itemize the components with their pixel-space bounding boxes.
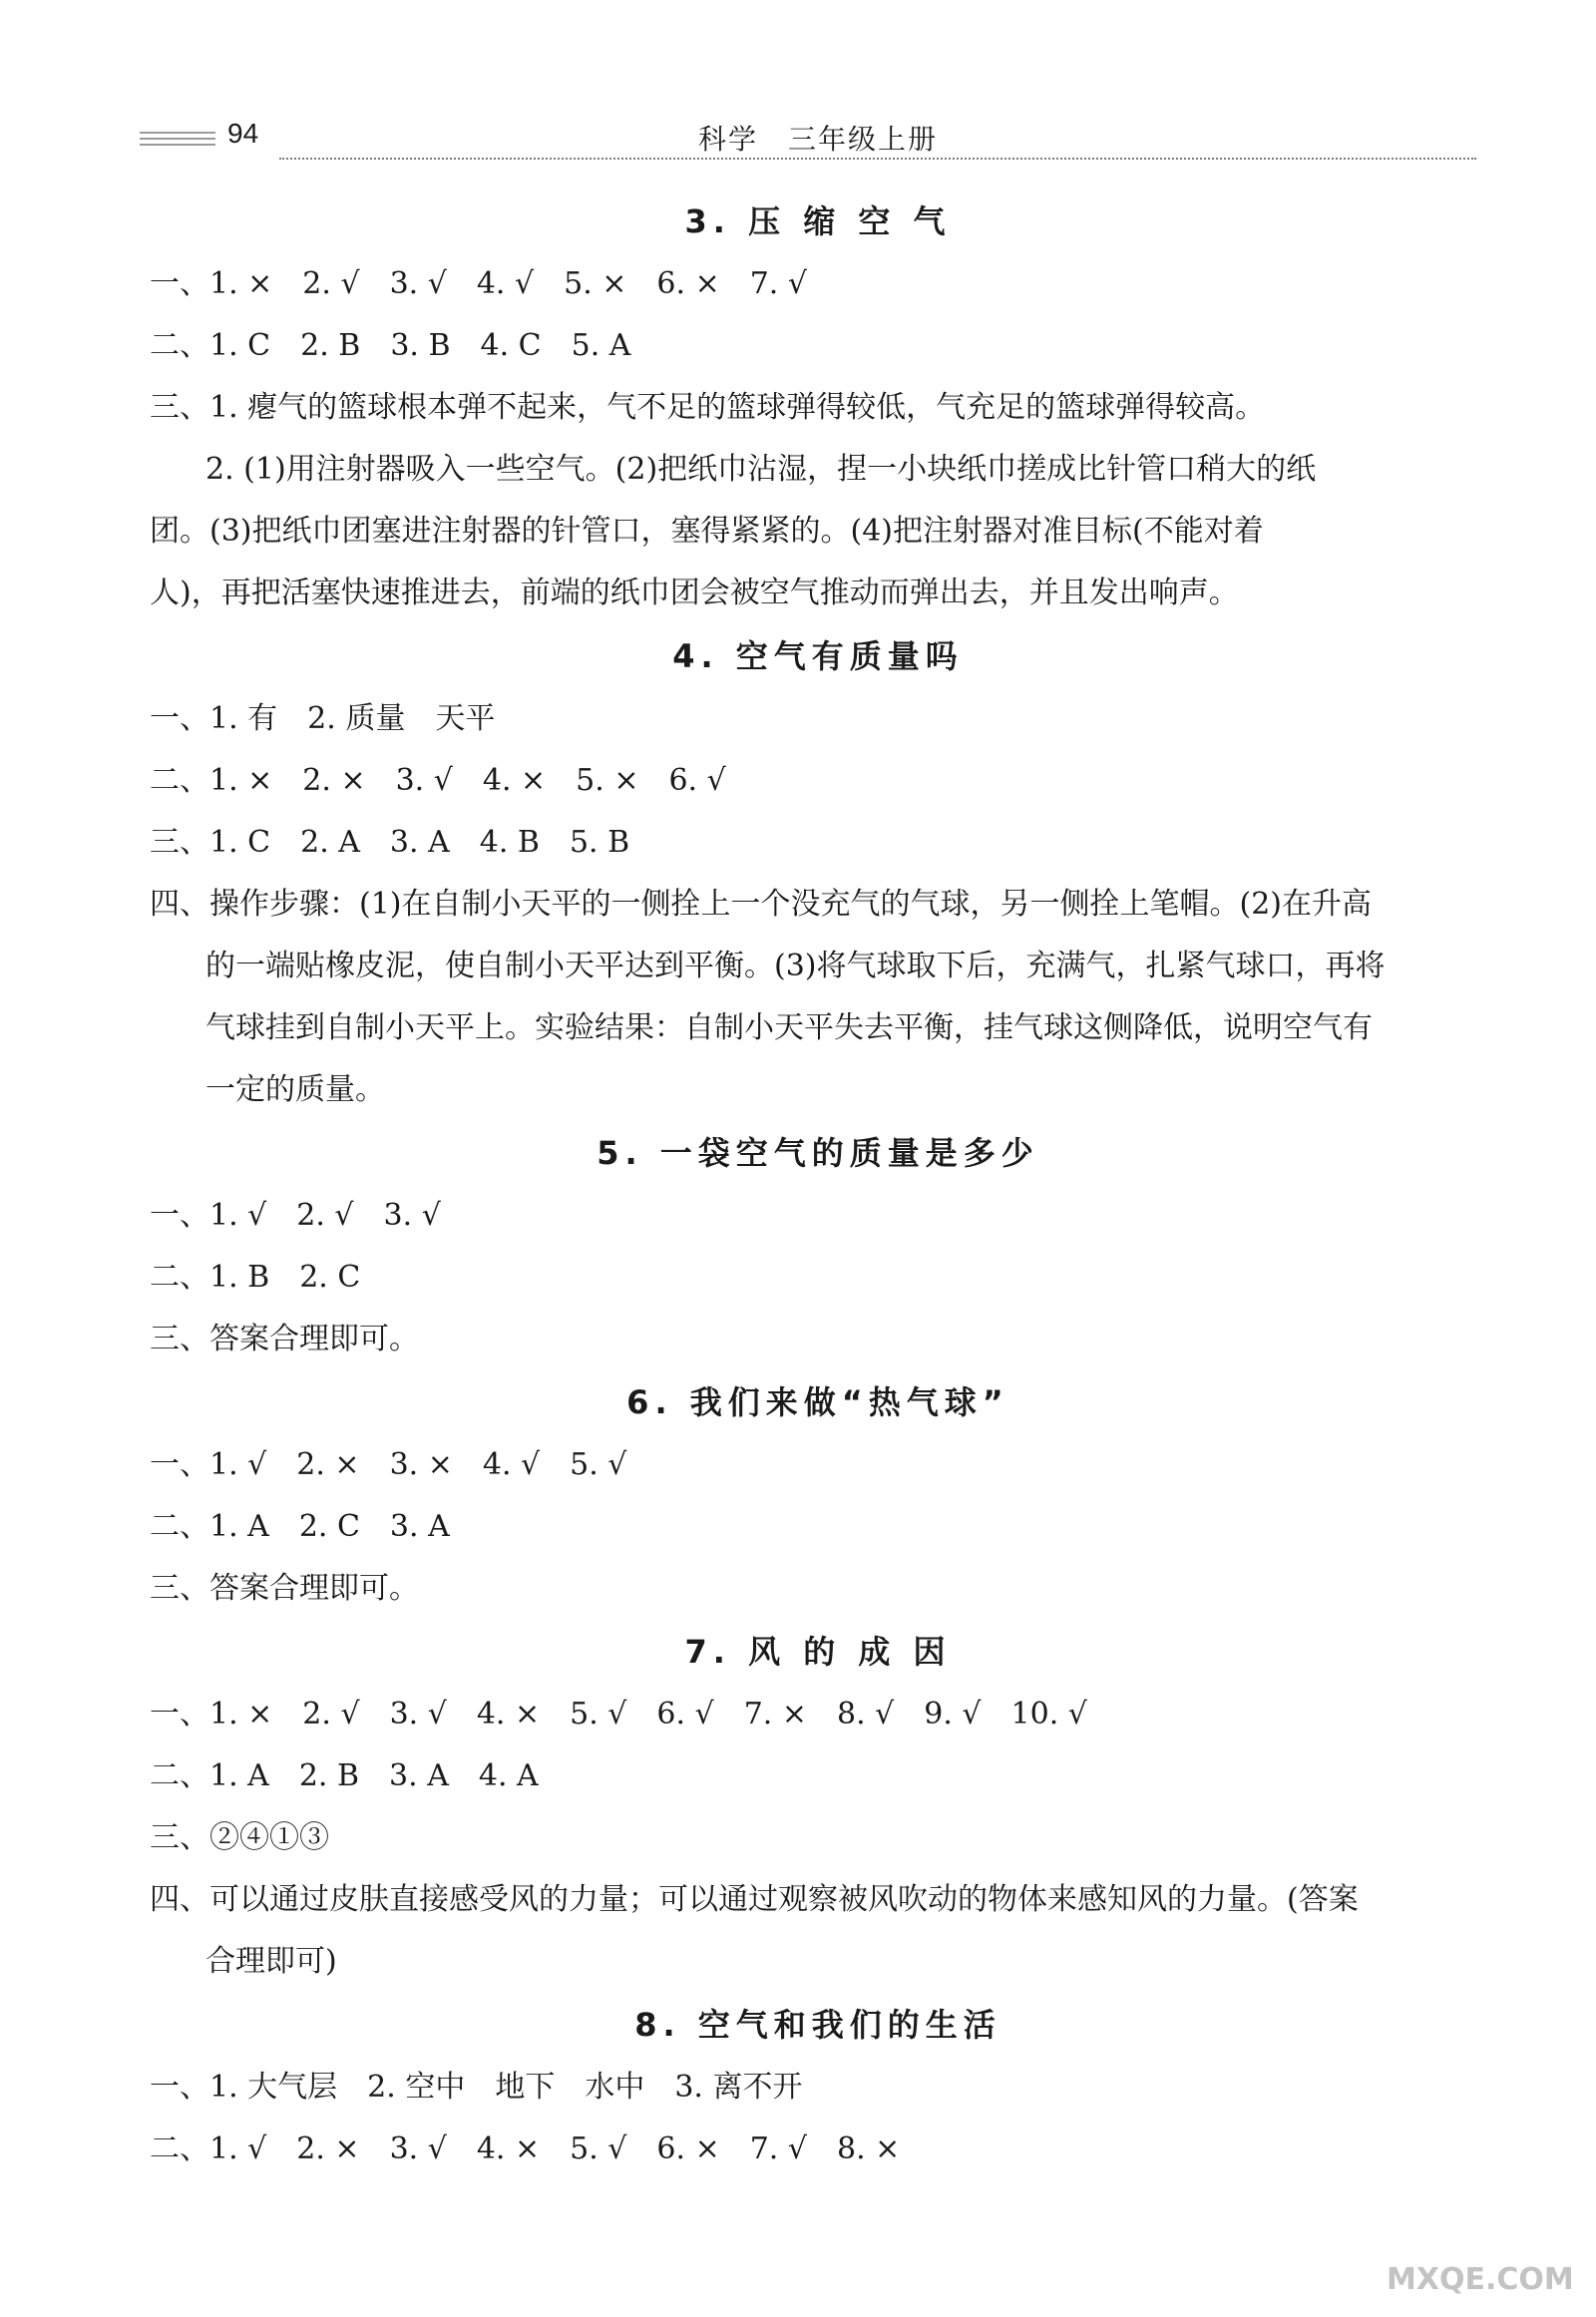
section-6	[150, 1370, 1486, 1620]
section-title: 4. 空气有质量吗	[672, 637, 964, 675]
answer-line: 一、1. × 2. √ 3. √ 4. √ 5. × 6. × 7. √	[150, 266, 807, 301]
section-8	[150, 1993, 1486, 2180]
header-title: 科学 三年级上册	[698, 123, 939, 156]
answer-line: 团。(3)把纸巾团塞进注射器的针管口，塞得紧紧的。(4)把注射器对准目标(不能对着	[150, 514, 1264, 549]
answer-line: 二、1. A 2. C 3. A	[150, 1509, 450, 1544]
answer-content	[150, 190, 1486, 2180]
section-title: 8. 空气和我们的生活	[634, 2006, 1001, 2044]
answer-line: 一定的质量。	[205, 1072, 385, 1107]
section-7	[150, 1620, 1486, 1993]
answer-line: 三、1. C 2. A 3. A 4. B 5. B	[150, 825, 630, 860]
answer-line: 二、1. B 2. C	[150, 1260, 361, 1295]
answer-line: 三、答案合理即可。	[150, 1571, 419, 1606]
section-title: 7. 风 的 成 因	[684, 1633, 952, 1671]
answer-line: 二、1. A 2. B 3. A 4. A	[150, 1758, 539, 1793]
section-title: 5. 一袋空气的质量是多少	[597, 1134, 1039, 1172]
watermark-text: MXQE.COM	[1387, 2262, 1574, 2297]
section-3	[150, 190, 1486, 624]
answer-line: 的一端贴橡皮泥，使自制小天平达到平衡。(3)将气球取下后，充满气，扎紧气球口，再将	[205, 949, 1386, 983]
answer-line: 三、1. 瘪气的篮球根本弹不起来，气不足的篮球弹得较低，气充足的篮球弹得较高。	[150, 390, 1266, 425]
answer-line: 气球挂到自制小天平上。实验结果：自制小天平失去平衡，挂气球这侧降低，说明空气有	[205, 1010, 1373, 1045]
answer-line: 四、可以通过皮肤直接感受风的力量；可以通过观察被风吹动的物体来感知风的力量。(答案	[150, 1882, 1359, 1917]
section-title: 6. 我们来做“热气球”	[626, 1383, 1009, 1421]
answer-line: 二、1. C 2. B 3. B 4. C 5. A	[150, 328, 631, 363]
answer-line: 二、1. √ 2. × 3. √ 4. × 5. √ 6. × 7. √ 8. ×	[150, 2131, 901, 2166]
answer-line: 人)，再把活塞快速推进去，前端的纸巾团会被空气推动而弹出去，并且发出响声。	[150, 576, 1239, 610]
answer-line: 合理即可)	[205, 1944, 337, 1979]
header-decoration	[140, 132, 215, 154]
answer-line: 四、操作步骤：(1)在自制小天平的一侧拴上一个没充气的气球，另一侧拴上笔帽。(2)在升高	[150, 887, 1372, 922]
header-rule	[279, 158, 1476, 160]
answer-line: 一、1. × 2. √ 3. √ 4. × 5. √ 6. √ 7. × 8. √ 9. √ 10. √	[150, 1697, 1087, 1732]
answer-line: 三、答案合理即可。	[150, 1322, 419, 1356]
page-header	[140, 118, 1476, 164]
watermark-logo	[1387, 2207, 1574, 2297]
answer-line: 2. (1)用注射器吸入一些空气。(2)把纸巾沾湿，捏一小块纸巾搓成比针管口稍大的纸	[205, 452, 1317, 487]
section-5	[150, 1121, 1486, 1370]
page-number: 94	[227, 118, 259, 149]
answer-line: 一、1. 大气层 2. 空中 地下 水中 3. 离不开	[150, 2070, 803, 2105]
section-4	[150, 624, 1486, 1121]
section-title: 3. 压 缩 空 气	[684, 202, 952, 240]
answer-line: 一、1. √ 2. √ 3. √	[150, 1198, 441, 1233]
answer-line: 二、1. × 2. × 3. √ 4. × 5. × 6. √	[150, 763, 726, 798]
answer-line: 三、②④①③	[150, 1820, 329, 1855]
answer-line: 一、1. √ 2. × 3. × 4. √ 5. √	[150, 1447, 627, 1482]
answer-line: 一、1. 有 2. 质量 天平	[150, 701, 496, 736]
